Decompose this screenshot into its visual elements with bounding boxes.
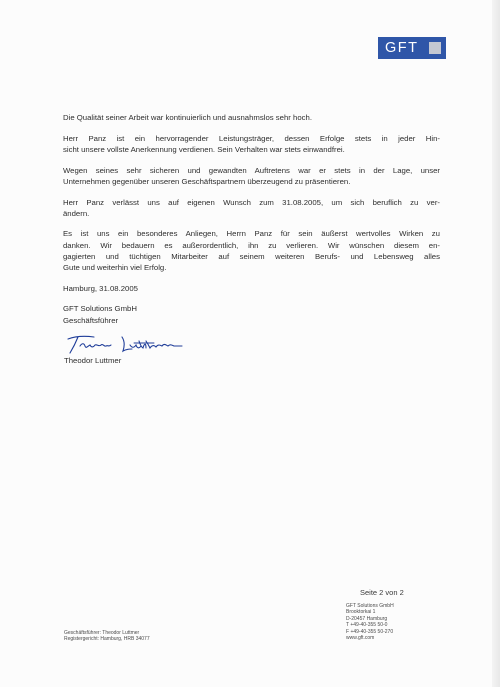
handwritten-signature	[64, 333, 186, 355]
address-line: www.gft.com	[346, 635, 375, 642]
address-line: T +49-40-355 50-0	[346, 622, 388, 629]
text-line: Wegen seines sehr sicheren und gewandten Auftretens war er stets in der Lage, unser	[63, 165, 440, 175]
letter-body	[63, 112, 440, 326]
place-date-text: Hamburg, 31.08.2005	[63, 283, 138, 293]
text-line: Unternehmen gegenüber unseren Geschäftspartnern überzeugend zu präsentieren.	[63, 176, 351, 186]
text-line: Herr Panz ist ein hervorragender Leistungsträger, dessen Erfolge stets in jeder Hin-	[63, 133, 440, 143]
logo-square-mark	[429, 42, 441, 54]
managing-director-line: Geschäftsführer: Theodor Luttmer	[64, 630, 140, 636]
paragraph-quality	[63, 112, 440, 123]
address-line: D-20457 Hamburg	[346, 615, 388, 622]
page-edge-shadow	[492, 0, 500, 687]
company-address	[346, 603, 394, 641]
text-line: ändern.	[63, 208, 90, 218]
legal-footer	[64, 630, 150, 643]
address-line: F +49-40-355 50-270	[346, 628, 394, 635]
text-line: Die Qualität seiner Arbeit war kontinuierlich und ausnahmslos sehr hoch.	[63, 113, 312, 122]
text-line: danken. Wir bedauern es außerordentlich, ihn zu verlieren. Wir wünschen diesem en-	[63, 240, 440, 250]
paragraph-performance	[63, 133, 440, 155]
text-line: Gute und weiterhin viel Erfolg.	[63, 263, 167, 273]
signer-role: Geschäftsführer	[63, 315, 119, 325]
place-date	[63, 283, 440, 294]
paragraph-conduct	[63, 165, 440, 187]
signer-name: Theodor Luttmer	[64, 356, 122, 365]
address-line: Brooktorkai 1	[346, 609, 376, 616]
text-line: Herr Panz verlässt uns auf eigenen Wunsch zum 31.08.2005, um sich beruflich zu ver-	[63, 197, 440, 207]
paragraph-thanks	[63, 228, 440, 273]
logo-text: GFT	[385, 39, 419, 56]
sender-block	[63, 303, 440, 325]
register-line: Registergericht: Hamburg, HRB 34077	[64, 636, 150, 643]
text-line: gagierten und tüchtigen Mitarbeiter auf seinem weiteren Berufs- und Lebensweg alles	[63, 251, 440, 261]
text-line: sicht unsere vollste Anerkennung verdienen. Sein Verhalten war stets einwandfrei.	[63, 144, 345, 154]
text-line: Es ist uns ein besonderes Anliegen, Herrn Panz für sein äußerst wertvolles Wirken zu	[63, 229, 440, 239]
company-name: GFT Solutions GmbH	[63, 304, 137, 314]
page-number: Seite 2 von 2	[360, 588, 404, 597]
paragraph-departure	[63, 197, 440, 219]
address-line: GFT Solutions GmbH	[346, 603, 394, 609]
gft-logo	[378, 37, 446, 59]
